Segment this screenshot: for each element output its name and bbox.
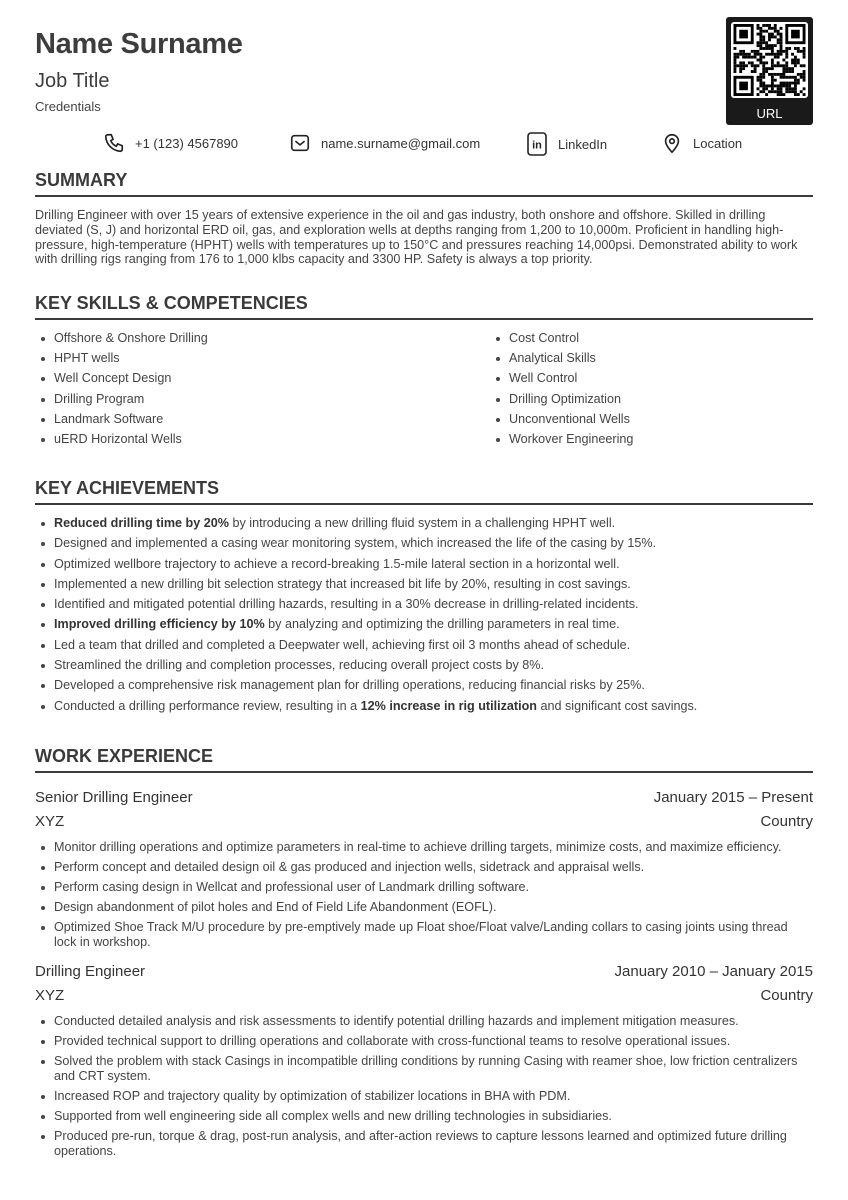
achievement-text: Developed a comprehensive risk management plan for drilling operations, reducing financial risks by 25%. (54, 678, 645, 693)
achievement-item (35, 678, 813, 693)
section-heading: KEY SKILLS & COMPETENCIES (35, 294, 813, 320)
achievement-item (35, 638, 813, 653)
job-bullet: Increased ROP and trajectory quality by optimization of stabilizer locations in BHA with PDM. (35, 1089, 813, 1104)
job-entry (35, 963, 813, 1159)
achievement-item (35, 699, 813, 714)
achievement-item (35, 597, 813, 612)
achievement-item (35, 577, 813, 592)
location-text: Location (693, 135, 743, 151)
achievement-text: Implemented a new drilling bit selection strategy that increased bit life by 20%, resulting in cost savings. (54, 576, 631, 591)
summary-text: Drilling Engineer with over 15 years of extensive experience in the oil and gas industry, both onshore and offshore. Skilled in drilling deviated (S, J) and horizontal ERD oil, gas, and exploration wells at depths ranging from 1,200 to 10,000m. Proficient in handling high-pressure, high-temperature (HPHT) wells with temperatures up to 150°C and pressures reaching 14,000psi. Demonstrated ability to work with drilling rigs ranging from 176 to 1,000 klbs capacity and 3300 HP. Safety is always a top priority. (35, 208, 798, 267)
achievement-item (35, 536, 813, 551)
job-company: XYZ (35, 986, 65, 1004)
svg-text:in: in (532, 139, 542, 152)
location-icon (661, 132, 683, 154)
skill-item: Landmark Software (35, 412, 490, 427)
achievement-highlight: Improved drilling efficiency by 10% (54, 617, 265, 632)
skill-item: Drilling Optimization (490, 392, 633, 407)
qr-url-label: URL (756, 106, 783, 121)
job-bullet: Monitor drilling operations and optimize parameters in real-time to achieve drilling targets, minimize costs, and maximize efficiency. (35, 840, 813, 855)
qr-code[interactable] (726, 17, 813, 125)
job-bullet: Design abandonment of pilot holes and End of Field Life Abandonment (EOFL). (35, 900, 813, 915)
credentials: Credentials (35, 99, 101, 114)
candidate-name: Name Surname (35, 28, 243, 60)
email-icon (289, 132, 311, 154)
achievement-text: Conducted a drilling performance review, resulting in a (54, 698, 361, 713)
achievement-text: Streamlined the drilling and completion processes, reducing overall project costs by 8%. (54, 658, 545, 673)
job-location: Country (760, 986, 813, 1004)
skill-item: Cost Control (490, 331, 633, 346)
job-role: Drilling Engineer (35, 962, 146, 980)
linkedin-icon (526, 132, 548, 156)
achievement-text: by introducing a new drilling fluid system in a challenging HPHT well. (228, 516, 616, 530)
skill-item: Analytical Skills (490, 351, 633, 366)
section-heading: KEY ACHIEVEMENTS (35, 479, 813, 505)
contact-email[interactable] (289, 132, 480, 154)
skill-item: Workover Engineering (490, 432, 633, 447)
job-bullet: Provided technical support to drilling operations and collaborate with cross-functional teams to resolve operational issues. (35, 1034, 813, 1049)
achievement-highlight: 12% increase in rig utilization (360, 698, 537, 713)
achievement-highlight: Reduced drilling time by 20% (54, 516, 229, 530)
job-bullet: Optimized Shoe Track M/U procedure by pre-emptively made up Float shoe/Float valve/Landing collars to casing joints using thread lock in workshop. (35, 920, 813, 950)
job-location: Country (760, 813, 813, 830)
job-company: XYZ (35, 813, 65, 830)
job-company-row (35, 987, 813, 1011)
contact-linkedin[interactable] (526, 132, 607, 156)
job-bullet: Perform concept and detailed design oil & gas produced and injection wells, sidetrack and appraisal wells. (35, 860, 813, 875)
job-bullet: Solved the problem with stack Casings in incompatible drilling conditions by running Casing with reamer shoe, low friction centralizers and CRT system. (35, 1054, 813, 1084)
job-entry (35, 789, 813, 950)
skill-item: Drilling Program (35, 392, 490, 407)
achievement-item (35, 516, 813, 531)
section-heading: WORK EXPERIENCE (35, 747, 813, 773)
job-header (35, 789, 813, 813)
achievement-text: by analyzing and optimizing the drilling parameters in real time. (264, 617, 620, 632)
achievement-text: and significant cost savings. (537, 698, 698, 713)
job-dates: January 2010 – January 2015 (614, 962, 813, 980)
phone-text: +1 (123) 4567890 (135, 135, 239, 151)
job-bullets (35, 840, 813, 950)
contact-phone[interactable] (103, 132, 238, 154)
job-role: Senior Drilling Engineer (35, 789, 193, 806)
contact-location[interactable] (661, 132, 742, 154)
achievement-text: Identified and mitigated potential drilling hazards, resulting in a 30% decrease in drilling-related incidents. (54, 597, 639, 612)
skills-section (35, 294, 813, 452)
job-bullet: Conducted detailed analysis and risk assessments to identify potential drilling hazards and implement mitigation measures. (35, 1014, 813, 1029)
skill-item: Well Control (490, 371, 633, 386)
linkedin-text: LinkedIn (558, 136, 608, 152)
skill-item: Unconventional Wells (490, 412, 633, 427)
achievement-item (35, 658, 813, 673)
job-bullet: Produced pre-run, torque & drag, post-run analysis, and after-action reviews to capture lessons learned and optimized future drilling operations. (35, 1129, 813, 1159)
achievement-item (35, 617, 813, 632)
skills-list-right (490, 331, 633, 452)
achievement-text: Optimized wellbore trajectory to achieve a record-breaking 1.5-mile lateral section in a horizontal well. (54, 556, 620, 571)
job-bullet: Supported from well engineering side all complex wells and new drilling technologies in subsidiaries. (35, 1109, 813, 1124)
achievements-section (35, 479, 813, 719)
achievements-list (35, 516, 813, 713)
skill-item: Well Concept Design (35, 371, 490, 386)
skill-item: uERD Horizontal Wells (35, 432, 490, 447)
job-company-row (35, 813, 813, 837)
achievement-text: Designed and implemented a casing wear monitoring system, which increased the life of the casing by 15%. (54, 536, 657, 551)
job-header (35, 963, 813, 987)
job-bullets (35, 1014, 813, 1159)
qr-code-icon (733, 24, 806, 96)
achievement-item (35, 557, 813, 572)
section-heading: SUMMARY (35, 171, 813, 197)
achievement-text: Led a team that drilled and completed a Deepwater well, achieving first oil 3 months ahead of schedule. (54, 637, 631, 652)
skill-item: Offshore & Onshore Drilling (35, 331, 490, 346)
phone-icon (103, 132, 125, 154)
summary-section (35, 171, 813, 267)
experience-section (35, 747, 813, 1164)
job-bullet: Perform casing design in Wellcat and professional user of Landmark drilling software. (35, 880, 813, 895)
contact-row (35, 132, 813, 154)
job-dates: January 2015 – Present (653, 789, 813, 806)
skill-item: HPHT wells (35, 351, 490, 366)
skills-list-left (35, 331, 490, 452)
email-text: name.surname@gmail.com (321, 135, 481, 151)
job-title: Job Title (35, 70, 110, 92)
